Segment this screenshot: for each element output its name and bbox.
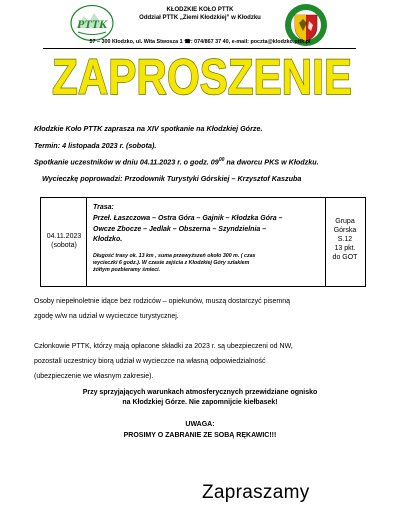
header-divider — [43, 48, 356, 49]
route-line-3: Kłodzko. — [93, 236, 123, 243]
minors-line-2: zgodę w/w na udział w wycieczce turystycznej. — [34, 313, 179, 320]
intro-term: Termin: 4 listopada 2023 r. (sobota). — [34, 141, 157, 150]
trip-day: (sobota) — [51, 242, 77, 249]
group-line-2: Górska — [333, 227, 357, 234]
gloves-request: PROSIMY O ZABRANIE ZE SOBĄ RĘKAWIC!!! — [123, 432, 277, 439]
meeting-text-b: na dworcu PKS w Kłodzku. — [224, 157, 319, 167]
group-line-1: Grupa — [335, 218, 355, 225]
insurance-line-2: pozostali uczestnicy biorą udział w wycieczce na własną odpowiedzialność — [34, 358, 266, 365]
page-title — [0, 51, 400, 101]
intro-guide: Wycieczkę poprowadzi: Przodownik Turystyki Górskiej – Krzysztof Kaszuba — [42, 174, 302, 183]
org-branch: Oddział PTTK „Ziemi Kłodzkiej” w Kłodzku — [139, 15, 261, 21]
trip-date — [41, 232, 87, 250]
details-line-3: żółtym pozbieramy śmieci. — [93, 267, 161, 273]
closing-text: Zapraszamy — [202, 482, 310, 503]
group-info — [325, 217, 365, 262]
route-line-1: Przeł. Łaszczowa – Ostra Góra – Gajnik – Kłodzka Góra – — [93, 215, 283, 222]
intro-meeting — [34, 157, 319, 166]
route-description — [93, 214, 319, 246]
contact-info: 57 – 300 Kłodzko, ul. Wita Stwosza 1 ☎: 074/867 37 40, e-mail: poczta@klodzko.pttk.pl — [89, 39, 311, 45]
route-line-2: Owcze Zbocze – Jedlak – Obszerna – Szyndzielnia – — [93, 225, 267, 233]
logo-text: PTTK — [77, 17, 107, 31]
org-name: KŁODZKIE KOŁO PTTK — [166, 7, 234, 13]
trip-date-value: 04.11.2023 — [46, 233, 82, 240]
insurance-line-3: (ubezpieczenie we własnym zakresie). — [34, 373, 154, 380]
insurance-notice — [34, 339, 368, 384]
attention-heading: UWAGA: — [185, 421, 215, 428]
group-line-3: S.12 — [337, 236, 353, 243]
intro-line-1: Kłodzkie Koło PTTK zaprasza na XIV spotkanie na Kłodzkiej Górze. — [34, 124, 263, 133]
meeting-time-sup: 00 — [218, 157, 225, 163]
bonfire-line-1: Przy sprzyjających warunkach atmosferycznych przewidziane ognisko — [82, 389, 318, 396]
group-line-5: do GOT — [332, 254, 358, 261]
insurance-line-1: Członkowie PTTK, którzy mają opłacone składki za 2023 r. są ubezpieczeni od NW, — [34, 343, 293, 350]
route-label: Trasa: — [93, 204, 114, 211]
group-line-4: 13 pkt. — [334, 245, 356, 252]
pttk-logo-icon — [70, 4, 114, 42]
meeting-text-a: Spotkanie uczestników w dniu 04.11.2023 r. o godz. 09 — [34, 157, 219, 167]
minors-line-1: Osoby niepełnoletnie idące bez rodziców – opiekunów, muszą dostarczyć pisemną — [34, 298, 291, 305]
bonfire-line-2: na Kłodzkiej Górze. Nie zapomnijcie kiełbasek! — [122, 399, 278, 406]
title-text: ZAPROSZENIE — [52, 51, 352, 101]
details-line-2: wycieczki 6 godz.). W czasie zejścia z Kłodzkiej Góry szlakiem — [93, 260, 250, 266]
minors-notice — [34, 294, 368, 324]
trip-table — [40, 197, 366, 287]
route-details — [93, 253, 321, 274]
details-line-1: Długość trasy ok. 13 km , suma przewyższeń około 300 m. ( czas — [93, 253, 256, 259]
